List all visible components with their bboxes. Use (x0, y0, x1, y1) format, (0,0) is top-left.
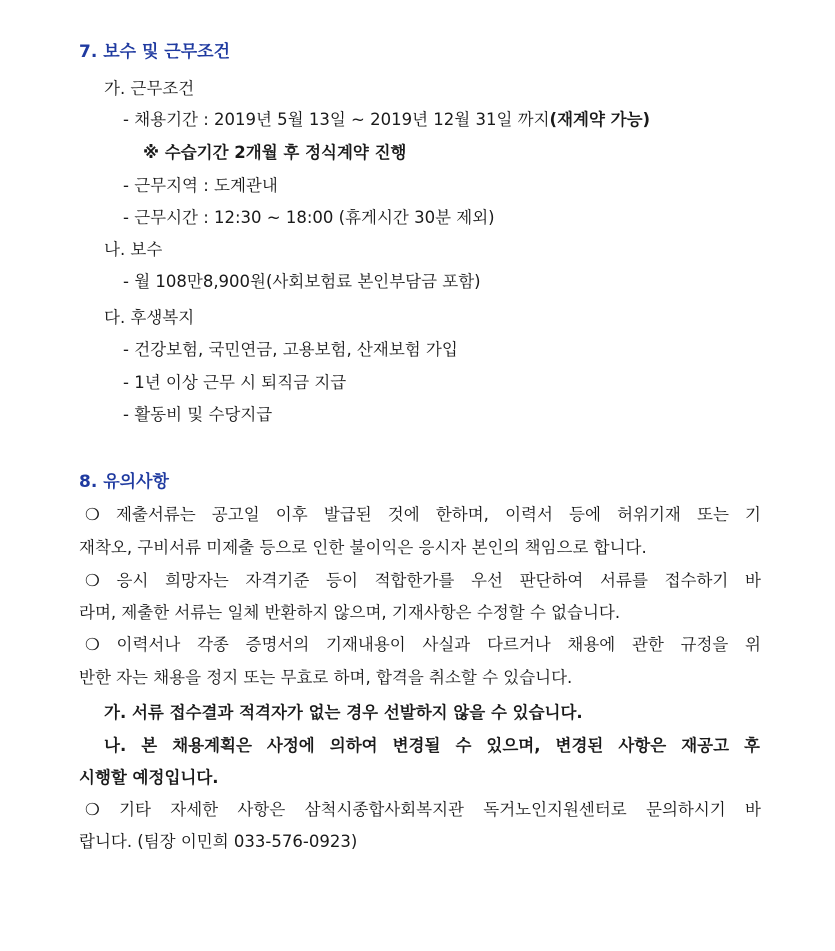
bold-note-na-line2: 시행할 예정입니다. (79, 768, 219, 787)
ga-label: 가. 근무조건 (104, 79, 195, 98)
na-label: 나. 보수 (104, 240, 163, 259)
bold-note-na-line1: 나. 본 채용계획은 사정에 의하여 변경될 수 있으며, 변경된 사항은 재공고 후 (104, 736, 760, 755)
welfare-item: - 건강보험, 국민연금, 고용보험, 산재보험 가입 (123, 340, 458, 359)
employment-period-text: - 채용기간 : 2019년 5월 13일 ~ 2019년 12월 31일 까지 (123, 110, 550, 129)
bold-note-ga: 가. 서류 접수결과 적격자가 없는 경우 선발하지 않을 수 있습니다. (104, 703, 583, 722)
welfare-item: - 활동비 및 수당지급 (123, 405, 273, 424)
renewable-note: (재계약 가능) (549, 110, 651, 129)
welfare-item: - 1년 이상 근무 시 퇴직금 지급 (123, 373, 347, 392)
note4-line1: ❍ 기타 자세한 사항은 삼척시종합사회복지관 독거노인지원센터로 문의하시기 바 (85, 800, 761, 819)
note2-line1: ❍ 응시 희망자는 자격기준 등이 적합한가를 우선 판단하여 서류를 접수하기 바 (85, 571, 761, 590)
section7-heading: 7. 보수 및 근무조건 (79, 42, 230, 62)
work-area: - 근무지역 : 도계관내 (123, 176, 278, 195)
work-hours: - 근무시간 : 12:30 ~ 18:00 (휴게시간 30분 제외) (123, 208, 495, 227)
da-label: 다. 후생복지 (104, 308, 195, 327)
note4-line2: 랍니다. (팀장 이민희 033-576-0923) (79, 832, 358, 851)
note1-line1: ❍ 제출서류는 공고일 이후 발급된 것에 한하며, 이력서 등에 허위기재 또는 기 (85, 505, 761, 524)
probation-note: ※ 수습기간 2개월 후 정식계약 진행 (143, 143, 407, 162)
note2-line2: 라며, 제출한 서류는 일체 반환하지 않으며, 기재사항은 수정할 수 없습니다. (79, 603, 621, 622)
pay-line: - 월 108만8,900원(사회보험료 본인부담금 포함) (123, 272, 481, 291)
note3-line2: 반한 자는 채용을 정지 또는 무효로 하며, 합격을 취소할 수 있습니다. (79, 668, 573, 687)
employment-period (123, 108, 650, 132)
section8-heading: 8. 유의사항 (79, 472, 169, 492)
note3-line1: ❍ 이력서나 각종 증명서의 기재내용이 사실과 다르거나 채용에 관한 규정을 위 (85, 635, 761, 654)
note1-line2: 재착오, 구비서류 미제출 등으로 인한 불이익은 응시자 본인의 책임으로 합니다. (79, 538, 647, 557)
